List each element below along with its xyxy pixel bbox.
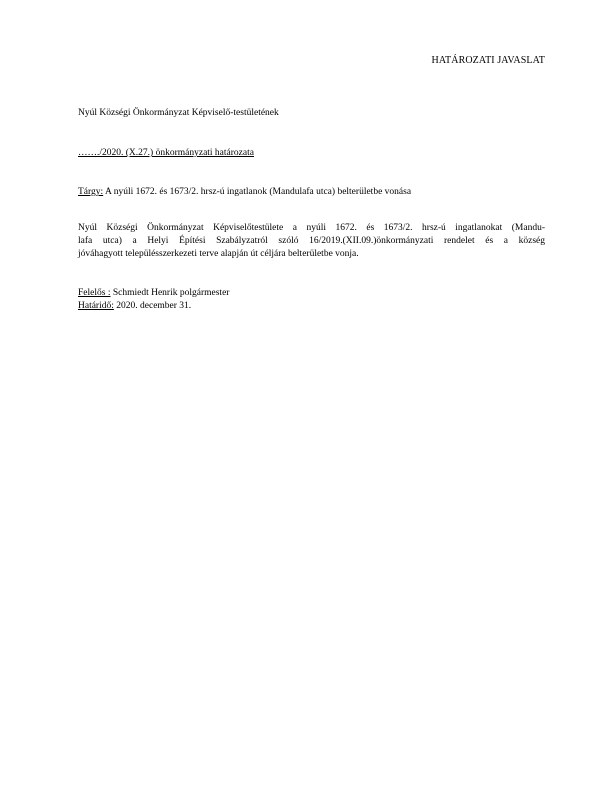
resolution-number-line: ……./2020. (X.27.) önkormányzati határozata (78, 148, 254, 158)
resolution-body-paragraph (78, 222, 545, 261)
body-line-1: Nyúl Községi Önkormányzat Képviselőtestülete a nyúli 1672. és 1673/2. hrsz-ú ingatlanokat (Mandu- (78, 223, 545, 233)
deadline-label: Határidő: (78, 301, 114, 311)
deadline-line (78, 300, 191, 313)
subject-line (78, 186, 411, 199)
deadline-text: 2020. december 31. (113, 301, 192, 311)
document-heading: HATÁROZATI JAVASLAT (431, 55, 545, 66)
body-line-2: lafa utca) a Helyi Építési Szabályzatról szóló 16/2019.(XII.09.)önkormányzati rendelet és a község (78, 236, 545, 246)
subject-label: Tárgy: (78, 187, 104, 197)
responsible-text: Schmiedt Henrik polgármester (110, 288, 230, 298)
subject-text: A nyúli 1672. és 1673/2. hrsz-ú ingatlanok (Mandulafa utca) belterületbe vonása (103, 187, 412, 197)
responsible-line (78, 287, 229, 300)
addressee-line: Nyúl Községi Önkormányzat Képviselő-testületének (78, 108, 279, 118)
responsible-label: Felelős : (78, 288, 111, 298)
body-line-3: jóváhagyott településszerkezeti terve alapján út céljára belterületbe vonja. (78, 249, 359, 259)
